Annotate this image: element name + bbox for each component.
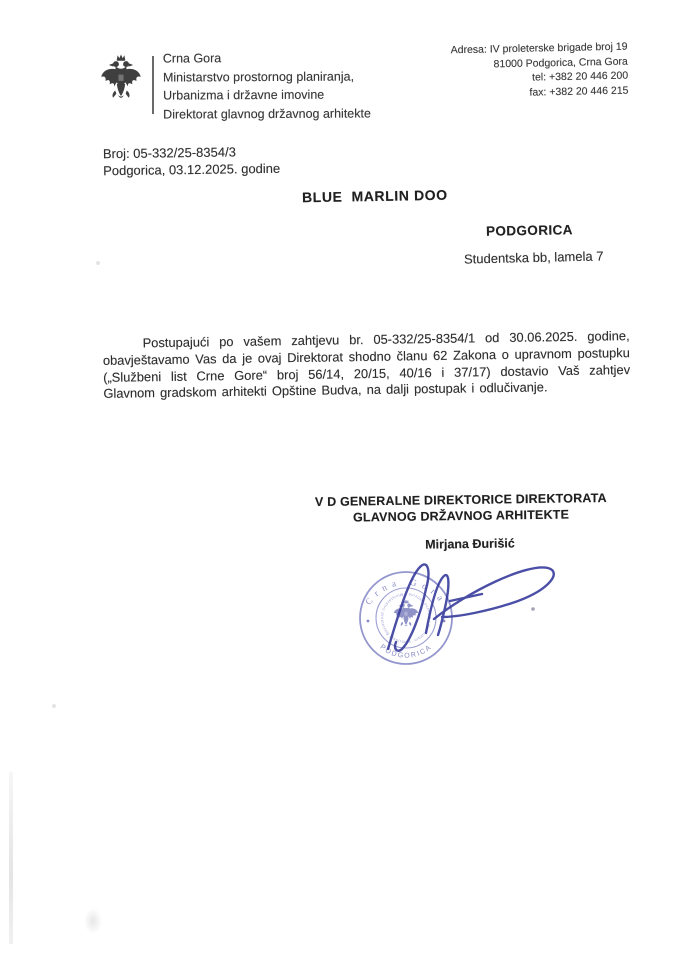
stamp-country-text: Crna Gora — [363, 576, 449, 607]
letterhead-divider — [152, 56, 154, 114]
scan-speck — [96, 261, 100, 265]
handwritten-signature — [388, 564, 554, 650]
scan-speck — [52, 704, 56, 708]
reference-place-date: Podgorica, 03.12.2025. godine — [103, 160, 281, 179]
stamp-city-text: PODGORICA — [378, 643, 434, 660]
signature-title-line1: V D GENERALNE DIREKTORICE DIREKTORATA — [314, 490, 607, 510]
stamp-inner-text: Ministarstvo prostornog planiranja, urbanizma i državne imovine — [379, 592, 433, 645]
signatory-name: Mirjana Đurišić — [425, 536, 515, 552]
recipient-city: PODGORICA — [485, 222, 573, 239]
contact-block — [397, 40, 628, 103]
stamp-left-star — [367, 620, 370, 623]
body-paragraph: Postupajući po vašem zahtjevu br. 05-332/25-8354/1 od 30.06.2025. godine, obavještavamo Vas da je ovaj Direktorat shodno članu 62 Zakona o upravnom postupku („Službeni list Crne Gore“ broj 56/14, 20/15, 40/16 i 37/17) dostavio Vaš zahtjev Glavnom gradskom arhitekti Opštine Budva, na dalji postupak i odlučivanje. — [102, 328, 631, 402]
coat-of-arms-icon — [100, 52, 142, 114]
scan-smudge — [84, 908, 102, 934]
signature-title — [300, 491, 622, 526]
address-line2: 81000 Podgorica, Crna Gora — [493, 55, 628, 70]
reference-number: Broj: 05-332/25-8354/3 — [102, 144, 236, 162]
signature-title-line2: GLAVNOG DRŽAVNOG ARHITEKTE — [352, 506, 570, 525]
fax-line: fax: +382 20 446 215 — [529, 84, 629, 99]
stamp-signature-overlay — [330, 545, 580, 685]
directorate-name: Direktorat glavnog državnog arhitekte — [163, 105, 371, 122]
ministry-name-line2: Urbanizma i državne imovine — [163, 87, 325, 103]
recipient-address: Studentska bb, lamela 7 — [463, 248, 604, 267]
stamp-eagle-icon — [394, 599, 418, 626]
tel-line: tel: +382 20 446 200 — [531, 69, 629, 84]
country-name: Crna Gora — [162, 51, 222, 66]
recipient-company: BLUE MARLIN DOO — [301, 186, 448, 206]
scan-artifact-line — [9, 772, 13, 944]
address-line1: Adresa: IV proleterske brigade broj 19 — [450, 40, 628, 57]
ink-dot — [531, 607, 535, 611]
ministry-name-line1: Ministarstvo prostornog planiranja, — [162, 69, 355, 85]
letterhead — [163, 48, 371, 123]
reference-block — [103, 143, 281, 179]
svg-text:PODGORICA — [379, 644, 434, 660]
